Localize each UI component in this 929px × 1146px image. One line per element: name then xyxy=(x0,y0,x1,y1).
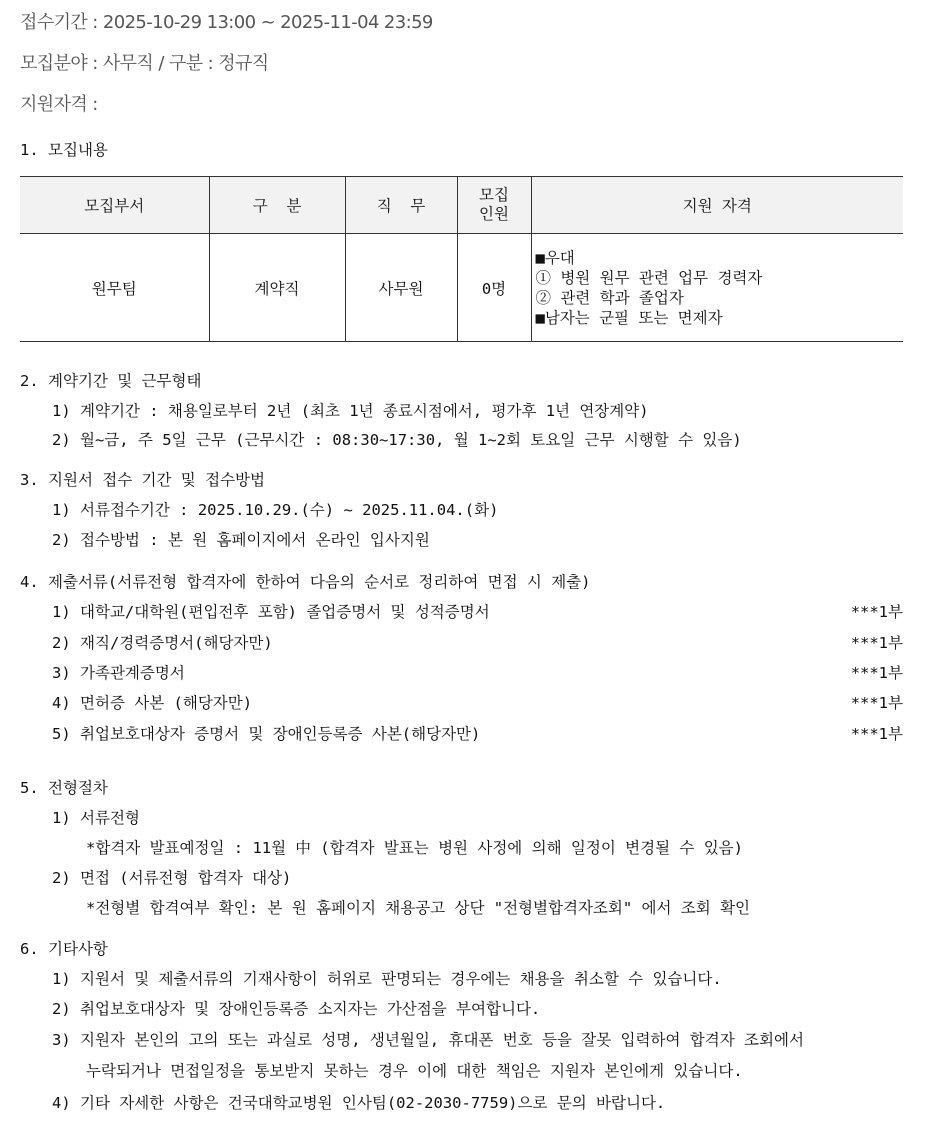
header-count-line1: 모집 xyxy=(479,186,509,204)
list-item: 2) 월~금, 주 5일 근무 (근무시간 : 08:30~17:30, 월 1~2회 토요일 근무 시행할 수 있음) xyxy=(52,431,742,449)
application-period: 접수기간 : 2025-10-29 13:00 ~ 2025-11-04 23:59 xyxy=(20,12,433,33)
cell-dept: 원무팀 xyxy=(20,234,209,342)
header-qualification: 지원 자격 xyxy=(531,177,903,234)
qual-line: ② 관련 학과 졸업자 xyxy=(535,288,684,307)
document-item: 1) 대학교/대학원(편입전후 포함) 졸업증명서 및 성적증명서 xyxy=(52,603,490,621)
header-count xyxy=(457,177,531,234)
list-item: 1) 서류접수기간 : 2025.10.29.(수) ~ 2025.11.04.(화) xyxy=(52,501,499,519)
document-item: 2) 재직/경력증명서(해당자만) xyxy=(52,634,273,652)
list-item: 2) 접수방법 : 본 원 홈페이지에서 온라인 입사지원 xyxy=(52,531,430,549)
section-title-other: 6. 기타사항 xyxy=(20,940,108,958)
qualification-label: 지원자격 : xyxy=(20,94,98,115)
cell-count: 0명 xyxy=(457,234,531,342)
document-qty: ***1부 xyxy=(850,603,903,621)
qual-line: ■남자는 군필 또는 면제자 xyxy=(535,308,723,327)
section-title-contract: 2. 계약기간 및 근무형태 xyxy=(20,372,202,390)
header-job: 직 무 xyxy=(345,177,457,234)
recruit-field: 모집분야 : 사무직 / 구분 : 정규직 xyxy=(20,53,269,74)
list-item: 2) 면접 (서류전형 합격자 대상) xyxy=(52,869,292,887)
cell-qualification xyxy=(531,234,903,342)
section-title-application: 3. 지원서 접수 기간 및 접수방법 xyxy=(20,471,265,489)
header-dept: 모집부서 xyxy=(20,177,209,234)
table-header-row xyxy=(20,177,903,234)
document-qty: ***1부 xyxy=(850,725,903,743)
document-item: 5) 취업보호대상자 증명서 및 장애인등록증 사본(해당자만) xyxy=(52,725,481,743)
document-qty: ***1부 xyxy=(850,634,903,652)
document-qty: ***1부 xyxy=(850,664,903,682)
list-note: *전형별 합격여부 확인: 본 원 홈페이지 채용공고 상단 "전형별합격자조회" 에서 조회 확인 xyxy=(86,899,751,917)
cell-job: 사무원 xyxy=(345,234,457,342)
recruitment-table xyxy=(20,176,903,342)
document-item: 4) 면허증 사본 (해당자만) xyxy=(52,694,253,712)
list-item: 1) 계약기간 : 채용일로부터 2년 (최초 1년 종료시점에서, 평가후 1년 연장계약) xyxy=(52,402,649,420)
qual-line: ■우대 xyxy=(535,248,575,267)
section-title-documents: 4. 제출서류(서류전형 합격자에 한하여 다음의 순서로 정리하여 면접 시 제출) xyxy=(20,573,591,591)
list-item: 1) 서류전형 xyxy=(52,809,140,827)
list-item-continuation: 누락되거나 면접일정을 통보받지 못하는 경우 이에 대한 책임은 지원자 본인에게 있습니다. xyxy=(86,1062,743,1080)
header-type: 구 분 xyxy=(209,177,345,234)
document-item: 3) 가족관계증명서 xyxy=(52,664,185,682)
list-item: 1) 지원서 및 제출서류의 기재사항이 허위로 판명되는 경우에는 채용을 취소할 수 있습니다. xyxy=(52,970,722,988)
qual-line: ① 병원 원무 관련 업무 경력자 xyxy=(535,268,763,287)
document-qty: ***1부 xyxy=(850,694,903,712)
list-item: 2) 취업보호대상자 및 장애인등록증 소지자는 가산점을 부여합니다. xyxy=(52,1000,541,1018)
list-item: 3) 지원자 본인의 고의 또는 과실로 성명, 생년월일, 휴대폰 번호 등을 잘못 입력하여 합격자 조회에서 xyxy=(52,1031,804,1049)
cell-type: 계약직 xyxy=(209,234,345,342)
header-count-line2: 인원 xyxy=(479,205,509,223)
section-title-selection: 5. 전형절차 xyxy=(20,779,108,797)
list-item: 4) 기타 자세한 사항은 건국대학교병원 인사팀(02-2030-7759)으로 문의 바랍니다. xyxy=(52,1094,666,1112)
list-note: *합격자 발표예정일 : 11월 中 (합격자 발표는 병원 사정에 의해 일정이 변경될 수 있음) xyxy=(86,839,743,857)
table-row xyxy=(20,234,903,342)
section-title-recruitment: 1. 모집내용 xyxy=(20,141,108,159)
